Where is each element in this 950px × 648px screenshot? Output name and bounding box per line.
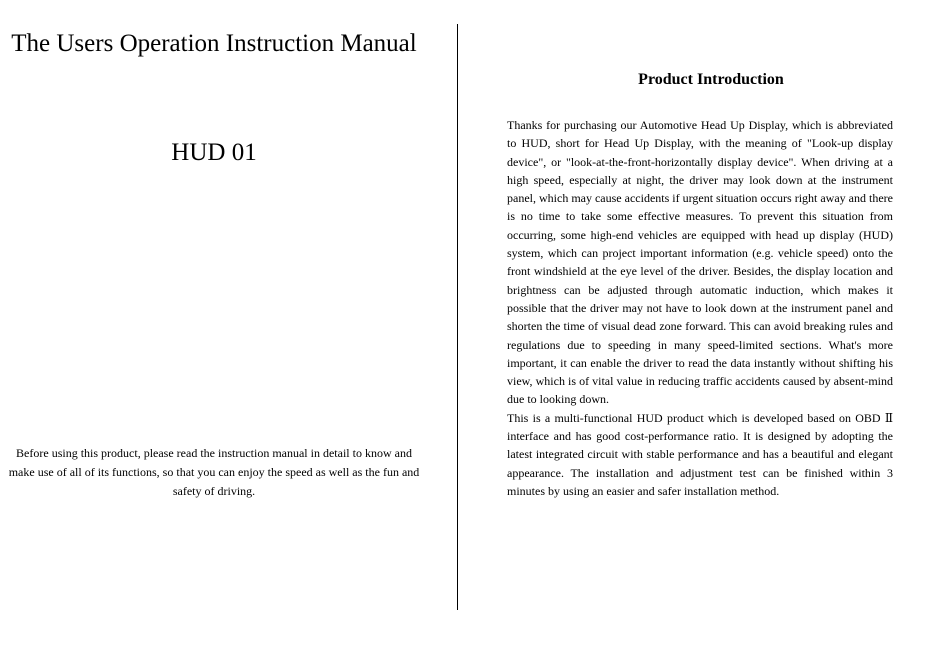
intro-body	[507, 116, 893, 500]
section-heading: Product Introduction	[638, 71, 784, 88]
model-name: HUD 01	[171, 139, 257, 166]
document-title: The Users Operation Instruction Manual	[11, 30, 417, 57]
intro-paragraph: Thanks for purchasing our Automotive Head Up Display, which is abbreviated to HUD, short for Head Up Display, with the meaning of "Look-up display device", or "look-at-the-front-horizontally display device". When driving at a high speed, especially at night, the driver may look down at the instrument panel, which may cause accidents if urgent situation occurs right away and there is no time to take some effective measures. To prevent this situation from occurring, some high-end vehicles are equipped with head up display (HUD) system, which can project important information (e.g. vehicle speed) onto the front windshield at the eye level of the driver. Besides, the display location and brightness can be adjusted through automatic induction, which makes it possible that the driver may not have to look down at the instrument panel and shorten the time of visual dead zone forward. This can avoid breaking rules and regulations due to speeding in many speed-limited sections. What's more important, it can enable the driver to read the data instantly without shifting his view, which is of vital value in reducing traffic accidents caused by absent-mind due to looking down.	[507, 118, 893, 407]
left-page	[0, 0, 457, 648]
intro-paragraph: This is a multi-functional HUD product which is developed based on OBD Ⅱ interface and has good cost-performance ratio. It is designed by adopting the latest integrated circuit with stable performance and has a beautiful and elegant appearance. The installation and adjustment test can be finished within 3 minutes by using an easier and safer installation method.	[507, 410, 893, 498]
right-page	[458, 0, 950, 648]
preface-note: Before using this product, please read the instruction manual in detail to know and make use of all of its functions, so that you can enjoy the speed as well as the fun and safety of driving.	[8, 446, 420, 498]
